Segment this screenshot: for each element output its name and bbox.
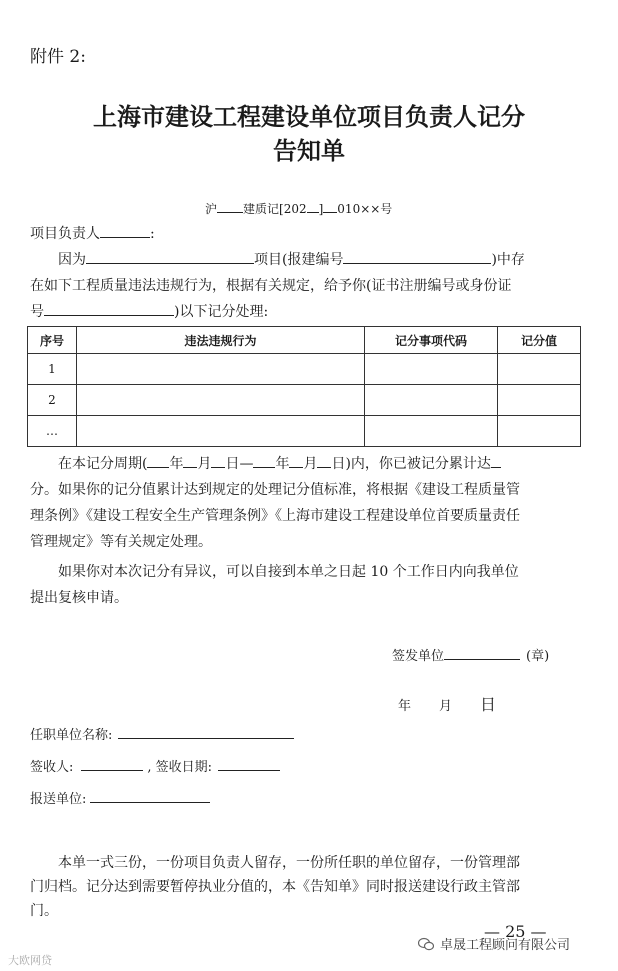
ref-blank-1 bbox=[217, 198, 243, 213]
date-day: 日 bbox=[480, 695, 497, 714]
year-label-1: 年 bbox=[169, 456, 184, 472]
note-line-2: 门归档。记分达到需要暂停执业分值的，本《告知单》同时报送建设行政主管部 bbox=[30, 879, 520, 895]
row-code bbox=[365, 354, 498, 385]
recipient-colon: : bbox=[150, 226, 155, 242]
row-score bbox=[498, 354, 581, 385]
month-label-1: 月 bbox=[197, 456, 212, 472]
period-line-2: 分。如果你的记分值累计达到规定的处理记分值标准，将根据《建设工程质量管 bbox=[30, 482, 520, 498]
intro-following: )以下记分处理: bbox=[174, 304, 269, 320]
intro-line-2: 在如下工程质量违法违规行为，根据有关规定，给予你(证书注册编号或身份证 bbox=[30, 278, 512, 294]
ref-blank-2 bbox=[307, 198, 319, 213]
row-code bbox=[365, 416, 498, 447]
attachment-label: 附件 2: bbox=[30, 47, 86, 67]
employer-blank bbox=[118, 724, 294, 739]
note-line-3: 门。 bbox=[30, 903, 58, 919]
employer-label: 任职单位名称: bbox=[30, 728, 113, 743]
issuer-blank bbox=[444, 645, 520, 660]
intro-project: 项目(报建编号 bbox=[254, 252, 344, 268]
receiver-field bbox=[30, 756, 280, 775]
row-seq: 2 bbox=[28, 385, 77, 416]
issuer-label: 签发单位 bbox=[392, 649, 445, 664]
period-line-3: 理条例》《建设工程安全生产管理条例》《上海市建设工程建设单位首要质量责任 bbox=[30, 508, 520, 524]
year-label-2: 年 bbox=[275, 456, 290, 472]
month-blank-1 bbox=[183, 453, 197, 468]
report-to-label: 报送单位: bbox=[30, 792, 87, 807]
day-label-2: 日)内，你已被记分累计达 bbox=[331, 456, 491, 472]
total-score-blank bbox=[491, 453, 501, 468]
intro-line-1 bbox=[58, 247, 525, 273]
seal-label: (章) bbox=[526, 649, 550, 664]
row-seq: … bbox=[28, 416, 77, 447]
ref-blank-3 bbox=[323, 198, 337, 213]
intro-exists: )中存 bbox=[491, 252, 525, 268]
row-score bbox=[498, 416, 581, 447]
date-year: 年 bbox=[398, 699, 412, 714]
intro-because: 因为 bbox=[58, 252, 86, 268]
report-to-blank bbox=[90, 788, 210, 803]
note-line-1: 本单一式三份，一份项目负责人留存，一份所任职的单位留存，一份管理部 bbox=[58, 855, 520, 871]
row-code bbox=[365, 385, 498, 416]
certificate-number-blank bbox=[44, 301, 174, 316]
employer-field bbox=[30, 724, 294, 743]
table-header-row bbox=[28, 327, 581, 354]
intro-number: 号 bbox=[30, 304, 44, 320]
sign-date-label: , 签收日期: bbox=[147, 760, 213, 775]
ref-mid: 建质记[202 bbox=[243, 202, 307, 216]
date-month: 月 bbox=[439, 699, 453, 714]
period-line-4: 管理规定》等有关规定处理。 bbox=[30, 534, 212, 550]
project-name-blank bbox=[86, 249, 254, 264]
row-score bbox=[498, 385, 581, 416]
day-blank-2 bbox=[317, 453, 331, 468]
scoring-table bbox=[27, 326, 581, 447]
objection-line-2: 提出复核申请。 bbox=[30, 590, 128, 606]
date-line bbox=[398, 692, 496, 715]
watermark-right bbox=[418, 934, 570, 953]
ref-suffix: 010××号 bbox=[337, 202, 393, 216]
month-label-2: 月 bbox=[303, 456, 318, 472]
receiver-blank bbox=[81, 756, 143, 771]
header-violation: 违法违规行为 bbox=[77, 327, 365, 354]
row-seq: 1 bbox=[28, 354, 77, 385]
ref-prefix: 沪 bbox=[205, 202, 218, 216]
recipient-blank bbox=[100, 223, 150, 238]
header-code: 记分事项代码 bbox=[365, 327, 498, 354]
reference-number bbox=[205, 198, 392, 217]
period-start: 在本记分周期( bbox=[58, 456, 148, 472]
recipient-line bbox=[30, 221, 155, 247]
table-row bbox=[28, 416, 581, 447]
company-watermark: 卓晟工程顾问有限公司 bbox=[440, 938, 571, 953]
ref-close: ] bbox=[318, 202, 324, 216]
recipient-label: 项目负责人 bbox=[30, 226, 100, 242]
month-blank-2 bbox=[289, 453, 303, 468]
day-label-1: 日— bbox=[225, 456, 254, 472]
day-blank-1 bbox=[211, 453, 225, 468]
receiver-label: 签收人: bbox=[30, 760, 74, 775]
year-blank-2 bbox=[253, 453, 275, 468]
page-number: — 25 — bbox=[484, 922, 547, 941]
watermark-left: 大欧网贷 bbox=[8, 954, 52, 967]
table-row bbox=[28, 354, 581, 385]
wechat-icon bbox=[418, 937, 434, 951]
permit-number-blank bbox=[343, 249, 491, 264]
sign-date-blank bbox=[218, 756, 280, 771]
period-line-1 bbox=[58, 451, 501, 477]
objection-line-1: 如果你对本次记分有异议，可以自接到本单之日起 10 个工作日内向我单位 bbox=[58, 564, 519, 580]
row-violation bbox=[77, 354, 365, 385]
report-to-field bbox=[30, 788, 210, 807]
header-seq: 序号 bbox=[28, 327, 77, 354]
issuer-line bbox=[392, 645, 549, 664]
document-title-line2: 告知单 bbox=[273, 136, 345, 165]
intro-line-3 bbox=[30, 299, 268, 325]
row-violation bbox=[77, 385, 365, 416]
document-title-line1: 上海市建设工程建设单位项目负责人记分 bbox=[93, 102, 525, 131]
table-row bbox=[28, 385, 581, 416]
row-violation bbox=[77, 416, 365, 447]
header-score: 记分值 bbox=[498, 327, 581, 354]
year-blank-1 bbox=[147, 453, 169, 468]
